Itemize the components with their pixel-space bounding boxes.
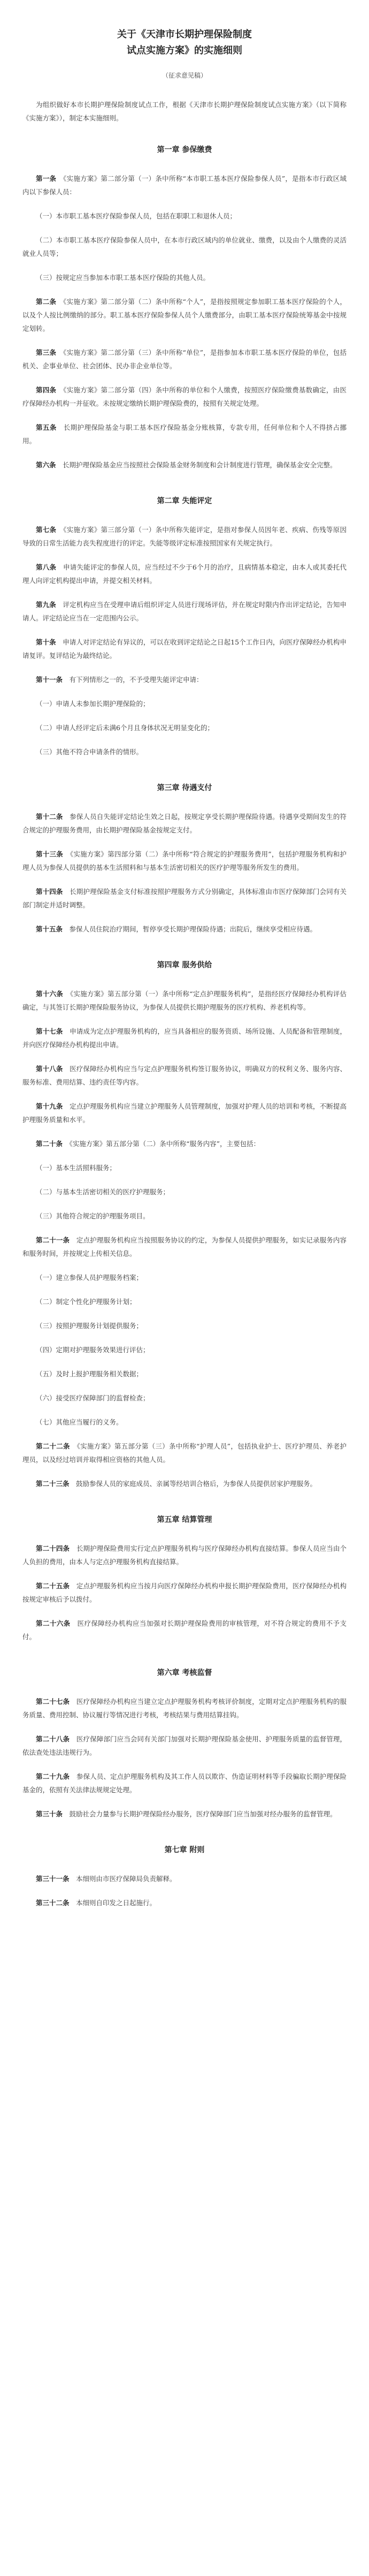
chapter-heading: 第五章 结算管理 xyxy=(157,1516,212,1524)
article-paragraph xyxy=(22,987,347,1014)
article-paragraph xyxy=(22,1732,347,1759)
article-number: 第一条 xyxy=(36,175,57,183)
article-number: 第五条 xyxy=(36,423,57,431)
article-number: 第二十四条 xyxy=(36,1544,70,1552)
article-number: 第七条 xyxy=(36,526,57,534)
article-text: 医疗保障经办机构应当与定点护理服务机构签订服务协议，明确双方的权利义务、服务内容、服务标准、费用结算、违约责任等内容。 xyxy=(22,1065,347,1086)
article-text: 长期护理保险费用实行定点护理服务机构与医疗保障经办机构直接结算。参保人员应当由个人负担的费用，由本人与定点护理服务机构直接结算。 xyxy=(22,1544,347,1566)
article-number: 第十七条 xyxy=(36,1027,63,1035)
article-text: 《实施方案》第五部分第（三）条中所称“护理人员”，包括执业护士、医疗护理员、养老护理员，以及经过培训并取得相应资格的其他人员。 xyxy=(22,1442,347,1464)
article-number: 第十四条 xyxy=(36,888,63,896)
article-text: 本细则由市医疗保障局负责解释。 xyxy=(76,1875,176,1883)
article-text: （一）建立参保人员护理服务档案； xyxy=(36,1274,143,1282)
article-paragraph xyxy=(22,1872,347,1885)
article-text: 有下列情形之一的，不予受理失能评定申请： xyxy=(69,676,203,684)
article-text: 参保人员、定点护理服务机构及其工作人员以欺诈、伪造证明材料等手段骗取长期护理保险基金的，依照有关法律法规规定处理。 xyxy=(22,1772,347,1794)
article-number: 第二十八条 xyxy=(36,1735,70,1743)
article-text: 评定机构应当在受理申请后组织评定人员进行现场评估，并在规定时限内作出评定结论，告知申请人。评定结论应当在一定范围内公示。 xyxy=(22,601,347,622)
article-number: 第二条 xyxy=(36,298,57,306)
article-number: 第十一条 xyxy=(36,676,63,684)
article-text: 参保人员自失能评定结论生效之日起，按规定享受长期护理保险待遇。待遇享受期间发生的符合规定的护理服务费用，由长期护理保险基金按规定支付。 xyxy=(22,813,347,834)
article-text: 《实施方案》第二部分第（三）条中所称“单位”，是指参加本市职工基本医疗保险的单位，包括机关、企事业单位、社会团体、民办非企业单位等。 xyxy=(22,348,347,370)
article-paragraph xyxy=(22,598,347,625)
article-text: （七）其他应当履行的义务。 xyxy=(36,1418,123,1426)
article-text: 《实施方案》第四部分第（二）条中所称“符合规定的护理服务费用”，包括护理服务机构和护理人员为参保人员提供的基本生活照料和与基本生活密切相关的医疗护理等服务所发生的费用。 xyxy=(22,850,347,872)
article-number: 第十五条 xyxy=(36,925,63,933)
article-number: 第十九条 xyxy=(36,1102,63,1110)
article-text: 申请失能评定的参保人员，应当经过不少于6个月的治疗，且病情基本稳定，由本人或其委托代理人向评定机构提出申请，并提交相关材料。 xyxy=(22,563,347,585)
article-text: （三）其他不符合申请条件的情形。 xyxy=(36,748,143,756)
article-paragraph xyxy=(22,1542,347,1569)
article-number: 第六条 xyxy=(36,461,56,469)
article-text: 长期护理保险基金应当按照社会保险基金财务制度和会计制度进行管理，确保基金安全完整。 xyxy=(63,461,337,469)
article-paragraph xyxy=(22,885,347,912)
article-paragraph xyxy=(22,458,347,472)
chapter-heading: 第七章 附则 xyxy=(164,1846,205,1854)
article-text: 医疗保障经办机构应当加强对长期护理保险费用的审核管理，对不符合规定的费用不予支付。 xyxy=(22,1619,347,1641)
article-number: 第十三条 xyxy=(36,850,64,858)
article-text: 鼓励社会力量参与长期护理保险经办服务，医疗保障部门应当加强对经办服务的监督管理。 xyxy=(69,1810,337,1818)
article-text: 鼓励参保人员的家庭成员、亲属等经培训合格后，为参保人员提供居家护理服务。 xyxy=(76,1480,317,1488)
article-paragraph xyxy=(22,1137,347,1150)
article-paragraph xyxy=(22,721,347,734)
article-number: 第二十一条 xyxy=(36,1236,70,1244)
article-paragraph xyxy=(22,1439,347,1466)
article-text: （一）申请人未参加长期护理保险的； xyxy=(36,700,150,708)
article-text: 《实施方案》第五部分第（一）条中所称“定点护理服务机构”，是指经医疗保障经办机构评估确定，与其签订长期护理保险服务协议，为参保人员提供长期护理服务的医疗机构、养老机构等。 xyxy=(22,990,347,1011)
article-number: 第二十二条 xyxy=(36,1442,70,1450)
article-paragraph xyxy=(22,295,347,335)
chapter-heading: 第四章 服务供给 xyxy=(157,961,212,969)
article-paragraph xyxy=(22,1896,347,1910)
article-paragraph xyxy=(22,523,347,550)
article-paragraph xyxy=(22,1185,347,1199)
article-paragraph xyxy=(22,1579,347,1606)
article-text: 长期护理保险基金与职工基本医疗保险基金分账核算，专款专用，任何单位和个人不得挤占挪用。 xyxy=(22,423,347,445)
article-paragraph xyxy=(22,1695,347,1722)
article-paragraph xyxy=(22,1062,347,1089)
document-title-line-2: 试点实施方案》的实施细则 xyxy=(127,45,242,56)
article-number: 第十二条 xyxy=(36,813,63,821)
article-text: 定点护理服务机构应当按照服务协议的约定，为参保人员提供护理服务，如实记录服务内容和服务时间，并按规定上传相关信息。 xyxy=(22,1236,347,1257)
article-number: 第二十九条 xyxy=(36,1772,70,1781)
article-number: 第十六条 xyxy=(36,990,64,998)
article-text: （三）按照护理服务计划提供服务； xyxy=(36,1322,143,1330)
article-number: 第三十条 xyxy=(36,1810,63,1818)
intro-paragraph: 为组织做好本市长期护理保险制度试点工作，根据《天津市长期护理保险制度试点实施方案》（以下简称《实施方案》），制定本实施细则。 xyxy=(22,101,347,122)
article-text: 医疗保障经办机构应当建立定点护理服务机构考核评价制度，定期对定点护理服务机构的服务质量、费用控制、协议履行等情况进行考核，考核结果与费用结算挂钩。 xyxy=(22,1698,347,1719)
article-text: 《实施方案》第二部分第（一）条中所称“本市职工基本医疗保险参保人员”，是指本市行政区域内以下参保人员： xyxy=(22,175,347,196)
document-title xyxy=(22,27,347,59)
article-text: 《实施方案》第三部分第（一）条中所称失能评定，是指对参保人员因年老、疾病、伤残等原因导致的日常生活能力丧失程度进行的评定。失能等级评定标准按照国家有关规定执行。 xyxy=(22,526,347,547)
article-text: 申请人对评定结论有异议的，可以在收到评定结论之日起15个工作日内，向医疗保障经办机构申请复评。复评结论为最终结论。 xyxy=(22,638,347,660)
article-text: （二）制定个性化护理服务计划； xyxy=(36,1298,136,1306)
article-number: 第十条 xyxy=(36,638,56,646)
article-text: （五）及时上报护理服务相关数据； xyxy=(36,1370,143,1378)
article-text: （二）与基本生活密切相关的医疗护理服务； xyxy=(36,1188,170,1196)
chapter-heading: 第六章 考核监督 xyxy=(157,1669,212,1677)
article-text: 本细则自印发之日起施行。 xyxy=(76,1899,157,1907)
article-paragraph xyxy=(22,172,347,199)
article-text: 定点护理服务机构应当建立护理服务人员管理制度，加强对护理人员的培训和考核，不断提高护理服务质量和水平。 xyxy=(22,1102,347,1124)
article-text: 申请成为定点护理服务机构的，应当具备相应的服务资质、场所设施、人员配备和管理制度，并向医疗保障经办机构提出申请。 xyxy=(22,1027,347,1049)
article-text: 参保人员住院治疗期间，暂停享受长期护理保险待遇；出院后，继续享受相应待遇。 xyxy=(69,925,317,933)
article-text: 《实施方案》第五部分第（二）条中所称“服务内容”，主要包括： xyxy=(69,1140,260,1148)
article-paragraph xyxy=(22,1770,347,1797)
article-paragraph xyxy=(22,560,347,587)
article-text: （三）按规定应当参加本市职工基本医疗保险的其他人员。 xyxy=(36,274,210,282)
article-number: 第二十六条 xyxy=(36,1619,71,1627)
chapter-heading: 第一章 参保缴费 xyxy=(157,146,212,154)
article-text: （一）基本生活照料服务； xyxy=(36,1164,117,1172)
article-paragraph xyxy=(22,1209,347,1223)
article-text: 医疗保障部门应当会同有关部门加强对长期护理保险基金使用、护理服务质量的监督管理，依法查处违法违规行为。 xyxy=(22,1735,347,1756)
article-paragraph xyxy=(22,1343,347,1357)
article-paragraph xyxy=(22,271,347,284)
article-number: 第二十条 xyxy=(36,1140,63,1148)
article-number: 第四条 xyxy=(36,386,57,394)
article-number: 第二十三条 xyxy=(36,1480,70,1488)
article-number: 第十八条 xyxy=(36,1065,63,1073)
article-text: 《实施方案》第二部分第（二）条中所称“个人”，是指按照规定参加职工基本医疗保险的个人，以及个人按比例缴纳的部分。职工基本医疗保险参保人员个人缴费部分，由职工基本医疗保险统筹基金中按规定划转。 xyxy=(22,298,347,332)
article-paragraph xyxy=(22,922,347,936)
article-number: 第八条 xyxy=(36,563,57,571)
article-paragraph xyxy=(22,673,347,686)
draft-note: （征求意见稿） xyxy=(162,72,207,79)
article-paragraph xyxy=(22,847,347,874)
document-title-line-1: 关于《天津市长期护理保险制度 xyxy=(117,29,252,40)
article-number: 第九条 xyxy=(36,601,56,609)
article-paragraph xyxy=(22,745,347,759)
article-paragraph xyxy=(22,1477,347,1490)
article-text: （四）定期对护理服务效果进行评估； xyxy=(36,1346,150,1354)
article-paragraph xyxy=(22,233,347,260)
article-text: （六）接受医疗保障部门的监督检查； xyxy=(36,1394,150,1402)
article-paragraph xyxy=(22,1807,347,1821)
article-number: 第三十一条 xyxy=(36,1875,70,1883)
article-text: （三）其他符合规定的护理服务项目。 xyxy=(36,1212,150,1220)
article-paragraph xyxy=(22,1319,347,1332)
article-paragraph xyxy=(22,635,347,662)
article-paragraph xyxy=(22,810,347,837)
article-number: 第三条 xyxy=(36,348,57,357)
article-paragraph xyxy=(22,421,347,448)
article-paragraph xyxy=(22,1025,347,1051)
article-text: 定点护理服务机构应当按月向医疗保障经办机构申报长期护理保险费用，医疗保障经办机构按规定审核后予以拨付。 xyxy=(22,1582,347,1603)
article-paragraph xyxy=(22,1415,347,1429)
article-paragraph xyxy=(22,1271,347,1284)
article-paragraph xyxy=(22,346,347,373)
article-number: 第二十七条 xyxy=(36,1698,70,1706)
article-text: 长期护理保险基金支付标准按照护理服务方式分别确定，具体标准由市医疗保障部门会同有关部门制定并适时调整。 xyxy=(22,888,347,909)
article-number: 第二十五条 xyxy=(36,1582,70,1590)
article-text: 《实施方案》第二部分第（四）条中所称的单位和个人缴费，按照医疗保险缴费基数确定，由医疗保障经办机构一并征收。未按规定缴纳长期护理保险费的，按照有关规定处理。 xyxy=(22,386,347,407)
article-text: （二）本市职工基本医疗保险参保人员中，在本市行政区域内的单位就业、缴费，以及由个人缴费的灵活就业人员等； xyxy=(22,236,347,257)
article-paragraph xyxy=(22,1295,347,1308)
article-paragraph xyxy=(22,1367,347,1381)
article-paragraph xyxy=(22,1233,347,1260)
article-paragraph xyxy=(22,209,347,223)
article-paragraph xyxy=(22,1391,347,1405)
article-paragraph xyxy=(22,1161,347,1175)
article-paragraph xyxy=(22,697,347,710)
article-paragraph xyxy=(22,1617,347,1643)
chapters-container xyxy=(22,144,347,1910)
article-text: （二）申请人经评定后未满6个月且身体状况无明显变化的； xyxy=(36,724,214,732)
chapter-heading: 第三章 待遇支付 xyxy=(157,784,212,792)
chapter-heading: 第二章 失能评定 xyxy=(157,497,212,505)
article-paragraph xyxy=(22,383,347,410)
article-paragraph xyxy=(22,1100,347,1126)
article-number: 第三十二条 xyxy=(36,1899,70,1907)
article-text: （一）本市职工基本医疗保险参保人员，包括在职职工和退休人员； xyxy=(36,212,237,220)
